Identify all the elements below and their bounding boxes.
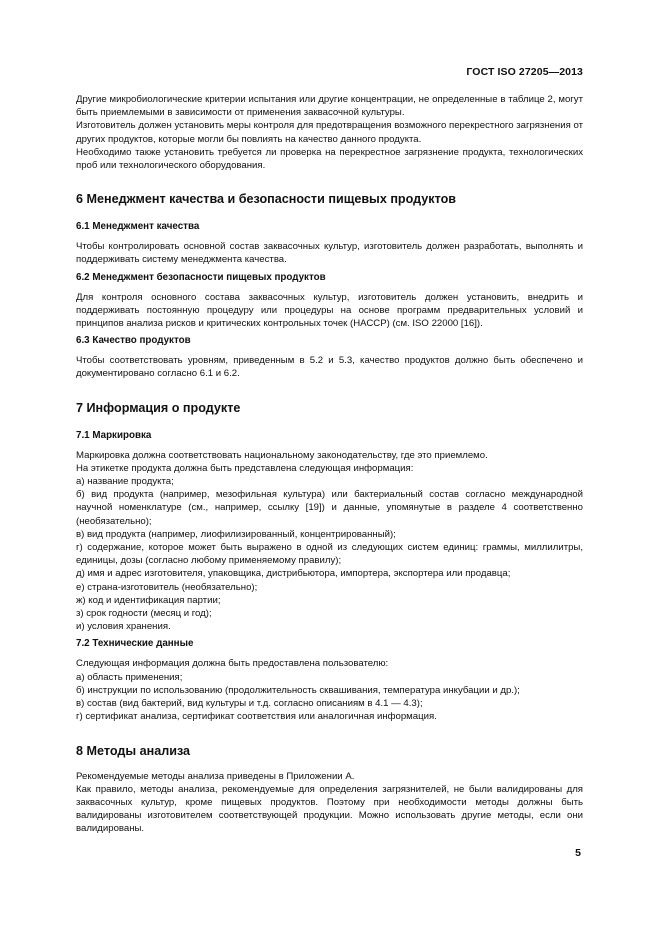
section-6-2-heading: 6.2 Менеджмент безопасности пищевых продуктов <box>76 271 326 283</box>
page-number: 5 <box>575 847 581 859</box>
tech-data-list-item: б) инструкции по использованию (продолжительность сквашивания, температура инкубации и др.); <box>76 684 520 696</box>
section-6-3-text: Чтобы соответствовать уровням, приведенным в 5.2 и 5.3, качество продуктов должно быть обеспечено и документировано согласно 6.1 и 6.2. <box>76 355 583 380</box>
labeling-list-item: и) условия хранения. <box>76 621 171 633</box>
section-6-3-heading: 6.3 Качество продуктов <box>76 335 191 347</box>
labeling-line: На этикетке продукта должна быть представлена следующая информация: <box>76 462 414 474</box>
section-7-heading: 7 Информация о продукте <box>76 400 241 415</box>
labeling-list-item: ж) код и идентификация партии; <box>76 594 221 606</box>
section-8-heading: 8 Методы анализа <box>76 743 191 758</box>
labeling-list-item: з) срок годности (месяц и год); <box>76 608 212 620</box>
labeling-list-item: г) содержание, которое может быть выражено в одной из следующих систем единиц: граммы, миллилитры, единицы, дозы (согласно любому применяемому правилу); <box>76 542 583 567</box>
labeling-line: Маркировка должна соответствовать национальному законодательству, где это приемлемо. <box>76 449 488 461</box>
section-6-1-text: Чтобы контролировать основной состав заквасочных культур, изготовитель должен разработать, выполнять и поддерживать систему менеджмента качества. <box>76 241 583 266</box>
page-content <box>76 93 583 836</box>
labeling-list-item: а) название продукта; <box>76 476 174 488</box>
labeling-list-item: е) страна-изготовитель (необязательно); <box>76 581 258 593</box>
section-6-1-heading: 6.1 Менеджмент качества <box>76 221 200 233</box>
tech-data-list-item: а) область применения; <box>76 671 183 683</box>
labeling-list-item: б) вид продукта (например, мезофильная культура) или бактериальный состав согласно международной научной номенклатуре (см., например, ссылку [19]) и данные, упомянутые в разделе 4 соответственно (необязательно); <box>76 489 583 527</box>
intro-paragraph-3: Необходимо также установить требуется ли проверка на перекрестное загрязнение продукта, технологических проб или технологического оборудования. <box>76 146 583 172</box>
labeling-list-item: д) имя и адрес изготовителя, упаковщика, дистрибьютора, импортера, экспортера или продавца; <box>76 568 511 580</box>
methods-line: Рекомендуемые методы анализа приведены в Приложении А. <box>76 770 355 782</box>
section-7-1-heading: 7.1 Маркировка <box>76 429 152 441</box>
intro-paragraph-1: Другие микробиологические критерии испытания или другие концентрации, не определенные в таблице 2, могут быть приемлемыми в зависимости от применения заквасочной культуры. <box>76 94 583 119</box>
section-7-2-heading: 7.2 Технические данные <box>76 638 194 650</box>
section-6-heading: 6 Менеджмент качества и безопасности пищевых продуктов <box>76 192 457 207</box>
methods-line: Как правило, методы анализа, рекомендуемые для определения загрязнителей, не были валидированы для заквасочных культур, кроме пищевых продуктов. Поэтому при необходимости методы должны быть валидированы изготовителем соответствующей продукции. Можно использовать другие методы, если они валидированы. <box>76 783 583 835</box>
section-6-2-text: Для контроля основного состава заквасочных культур, изготовитель должен установить, внедрить и поддерживать постоянную процедуру или процедуры на основе программ предварительных условий и принципов анализа рисков и критических контрольных точек (НАССР) (см. ISO 22000 [16]). <box>76 291 583 330</box>
intro-paragraph-2: Изготовитель должен установить меры контроля для предотвращения возможного перекрестного загрязнения от других продуктов, которые могли бы повлиять на качество данного продукта. <box>76 120 583 145</box>
tech-data-line: Следующая информация должна быть предоставлена пользователю: <box>76 658 389 670</box>
labeling-list-item: в) вид продукта (например, лиофилизированный, концентрированный); <box>76 528 396 540</box>
tech-data-list-item: в) состав (вид бактерий, вид культуры и т.д. согласно описаниям в 4.1 — 4.3); <box>76 698 423 710</box>
document-header-id: ГОСТ ISO 27205—2013 <box>466 66 583 78</box>
tech-data-list-item: г) сертификат анализа, сертификат соответствия или аналогичная информация. <box>76 711 437 723</box>
